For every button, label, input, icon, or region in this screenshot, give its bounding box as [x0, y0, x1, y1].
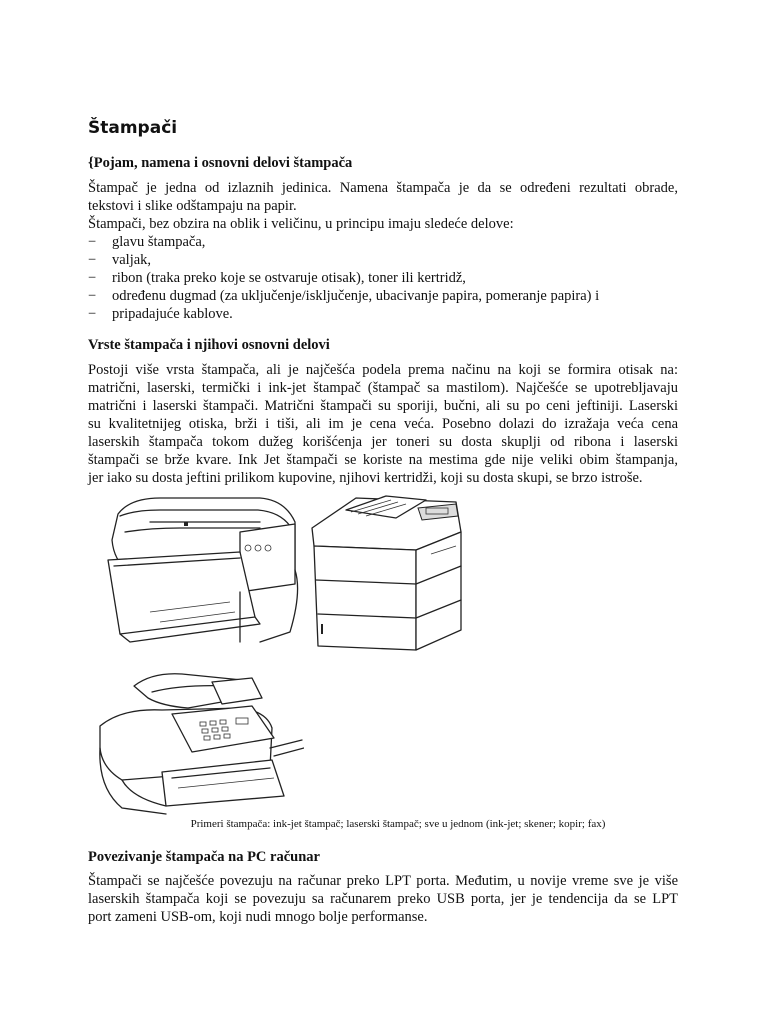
list-item: − valjak,	[88, 252, 152, 268]
section-heading-connection: Povezivanje štampača na PC računar	[88, 849, 320, 865]
section-heading-basics: {Pojam, namena i osnovni delovi štampača	[88, 155, 353, 171]
printer-parts-list	[88, 233, 599, 323]
bullet-dash: −	[88, 252, 97, 268]
paragraph-line: tekstovi i slike odštampaju na papir.	[88, 198, 297, 214]
bullet-dash: −	[88, 270, 97, 286]
paragraph-line: Štampači se najčešće povezuju na računar preko LPT porta. Međutim, u novije vreme sve je više	[88, 873, 678, 889]
laser-printer-image	[306, 490, 468, 660]
paragraph-line: Štampači, bez obzira na oblik i veličinu, u principu imaju sledeće delove:	[88, 216, 514, 232]
page-title: Štampači	[88, 118, 178, 138]
list-item: − ribon (traka preko koje se ostvaruje otisak), toner ili kertridž,	[88, 270, 466, 286]
paragraph-line: Postoji više vrsta štampača, ali je najčešća podela prema načinu na koji se formira otisak na:	[88, 362, 678, 378]
paragraph-line: laserskih štampača tokom dužeg korišćenja jer toneri su dosta skuplji od ribona i laserski	[88, 434, 678, 450]
paragraph-line: su kvalitetnijeg otiska, brži i tiši, ali im je cena veća. Posebno dolazi do izražaja veća cena	[88, 416, 678, 432]
paragraph-line: matrični i laserski štampači. Matrični štampači su sporiji, bučni, ali su po ceni jeftiniji. Laserski	[88, 398, 678, 414]
bullet-dash: −	[88, 234, 97, 250]
paragraph-line: Štampač je jedna od izlaznih jedinica. Namena štampača je da se određeni rezultati obrade,	[88, 180, 678, 196]
bullet-dash: −	[88, 288, 97, 304]
paragraph-line: port zameni USB-om, koji nudi mnogo bolje performanse.	[88, 909, 428, 925]
section-heading-types: Vrste štampača i njihovi osnovni delovi	[88, 337, 330, 353]
list-item: − pripadajuće kablove.	[88, 306, 233, 322]
paragraph-line: matrični, laserski, termički i ink-jet štampač (štampač sa mastilom). Najčešće se upotrebljavaju	[88, 380, 678, 396]
inkjet-printer-image	[90, 492, 305, 652]
paragraph-line: jer iako su dosta jeftini prilikom kupovine, njihovi kertridži, koji su dosta skupi, se brzo istroše.	[88, 470, 643, 486]
bullet-dash: −	[88, 306, 97, 322]
all-in-one-printer-image	[92, 668, 304, 818]
list-item: − određenu dugmad (za uključenje/isključenje, ubacivanje papira, pomeranje papira) i	[88, 288, 600, 304]
list-item: − glavu štampača,	[88, 234, 206, 250]
paragraph-line: laserskih štampača koji se povezuju sa računarem preko USB porta, jer je tendencija da se LPT	[88, 891, 678, 907]
paragraph-line: štampači se brže kvare. Ink Jet štampači se koriste na mestima gde nije veliki obim štampanja,	[88, 452, 678, 468]
figure-caption: Primeri štampača: ink-jet štampač; laserski štampač; sve u jednom (ink-jet; skener; kopir; fax)	[190, 818, 606, 830]
